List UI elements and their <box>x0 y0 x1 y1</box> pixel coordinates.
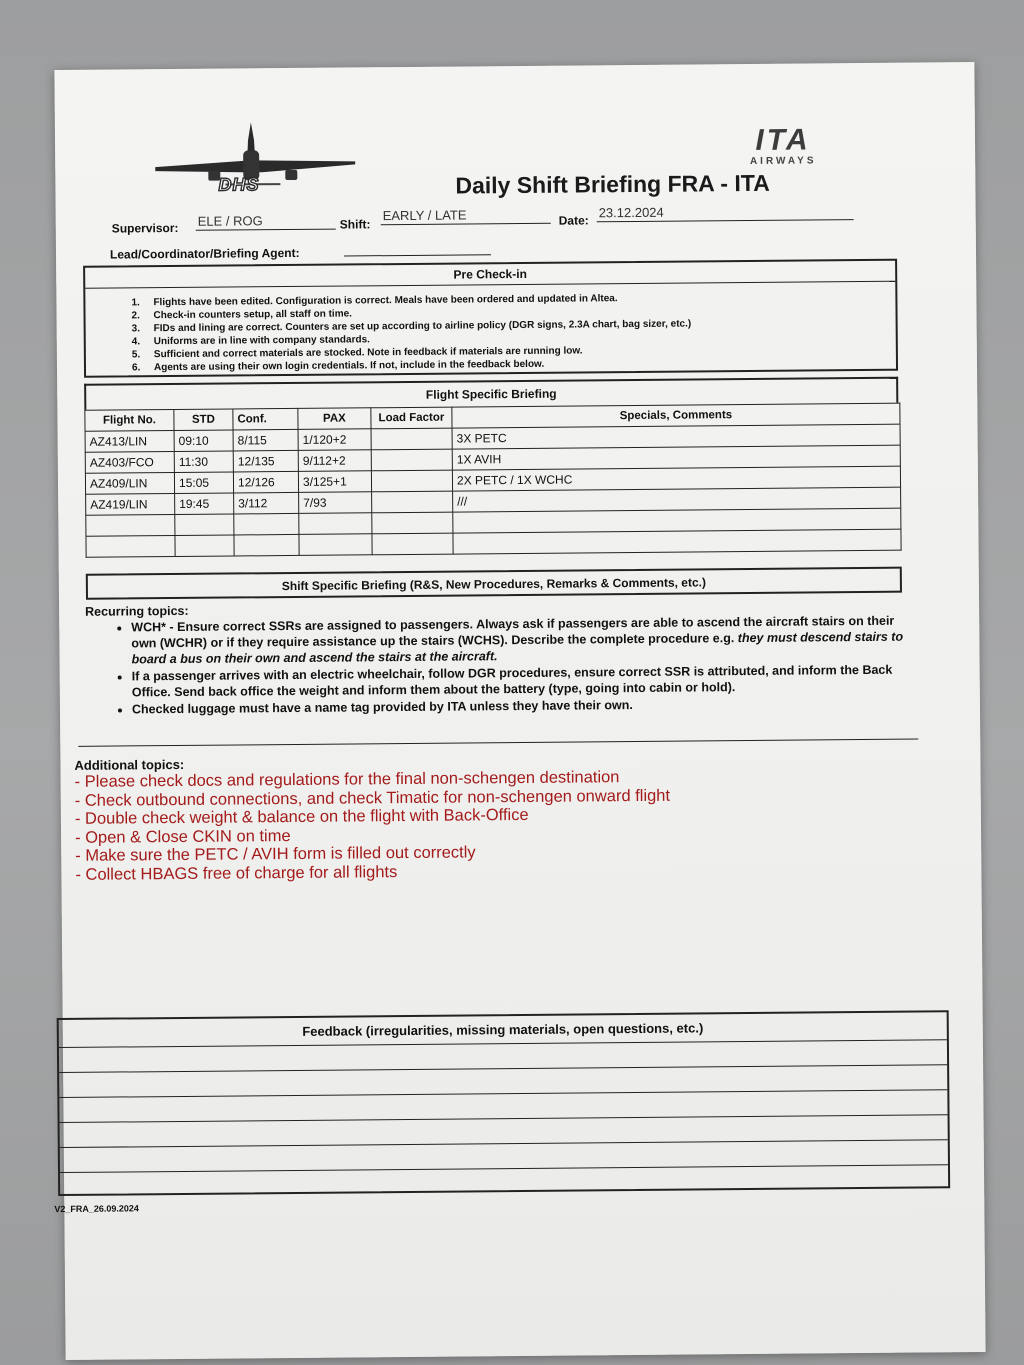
cell-flight: AZ403/FCO <box>85 452 174 474</box>
cell-specials: /// <box>453 487 901 512</box>
feedback-line[interactable] <box>59 1064 947 1073</box>
cell-specials <box>453 529 901 554</box>
shift-label: Shift: <box>339 217 371 232</box>
shift-field[interactable]: EARLY / LATE <box>381 207 551 225</box>
supervisor-field[interactable]: ELE / ROG <box>196 213 336 231</box>
cell-pax <box>299 534 372 556</box>
recurring-topics <box>85 597 916 719</box>
cell-conf: 8/115 <box>233 429 298 451</box>
col-conf: Conf. <box>233 408 298 430</box>
pre-checkin-box <box>83 259 898 378</box>
recurring-title: Recurring topics: <box>85 603 189 619</box>
cell-conf <box>234 534 299 556</box>
cell-std: 11:30 <box>174 451 233 473</box>
ita-logo-mark: ITA <box>755 123 811 157</box>
cell-conf: 12/135 <box>233 450 298 472</box>
cell-std: 09:10 <box>174 430 233 452</box>
feedback-box <box>57 1010 951 1196</box>
col-std: STD <box>174 409 233 431</box>
feedback-heading: Feedback (irregularities, missing materials, open questions, etc.) <box>302 1020 704 1039</box>
cell-specials: 3X PETC <box>452 424 900 449</box>
list-item: 1. Flights have been edited. Configuration is correct. Meals have been ordered and updated in Altea. <box>131 293 618 309</box>
cell-pax: 3/125+1 <box>298 471 371 493</box>
list-item: 3. FIDs and lining are correct. Counters are set up according to airline policy (DGR signs, 2.3A chart, bag sizer, etc.) <box>131 318 692 335</box>
col-flight-no: Flight No. <box>85 410 174 432</box>
supervisor-label: Supervisor: <box>111 220 179 236</box>
ita-airways-logo <box>735 125 831 174</box>
col-pax: PAX <box>298 408 371 430</box>
list-item: • WCH* - Ensure correct SSRs are assigned to passengers. Always ask if passengers are able to ascend the aircraft stairs on their own (WCHR) or if they require assistance up the stairs (WCHS). Describe the complete procedure e.g. they must descend stairs to board a bus on their own and ascend the stairs at the aircraft. <box>131 613 915 668</box>
cell-conf: 3/112 <box>234 492 299 514</box>
cell-load <box>372 533 453 555</box>
pre-checkin-heading: Pre Check-in <box>453 266 527 282</box>
date-field[interactable]: 23.12.2024 <box>597 203 854 222</box>
dhs-logo <box>150 119 361 199</box>
dhs-logo-text: DHS <box>218 174 260 195</box>
flight-briefing-heading: Flight Specific Briefing <box>425 386 557 402</box>
list-item: 6. Agents are using their own login credentials. If not, include in the feedback below. <box>131 358 545 374</box>
additional-item: - Please check docs and regulations for the final non-schengen destination <box>74 768 620 791</box>
cell-conf <box>234 513 299 535</box>
shift-briefing-heading: Shift Specific Briefing (R&S, New Procedures, Remarks & Comments, etc.) <box>281 575 706 594</box>
cell-std: 19:45 <box>175 493 234 515</box>
additional-item: - Collect HBAGS free of charge for all flights <box>75 862 398 884</box>
cell-pax: 9/112+2 <box>298 450 371 472</box>
cell-flight: AZ419/LIN <box>86 494 175 516</box>
col-load-factor: Load Factor <box>371 407 452 429</box>
lead-label: Lead/Coordinator/Briefing Agent: <box>109 245 300 262</box>
pre-checkin-list <box>131 290 896 375</box>
list-item: 5. Sufficient and correct materials are stocked. Note in feedback if materials are running low. <box>131 345 583 361</box>
additional-item: - Check outbound connections, and check Timatic for non-schengen onward flight <box>74 786 671 810</box>
page-title: Daily Shift Briefing FRA - ITA <box>455 169 770 199</box>
cell-pax <box>299 513 372 535</box>
ita-logo-sub: AIRWAYS <box>749 155 817 167</box>
feedback-line[interactable] <box>60 1164 948 1173</box>
list-item: • Checked luggage must have a name tag provided by ITA unless they have their own. <box>132 695 916 718</box>
date-label: Date: <box>558 213 589 228</box>
version-footer: V2_FRA_26.09.2024 <box>54 1203 139 1215</box>
feedback-line[interactable] <box>60 1114 948 1123</box>
cell-flight: AZ409/LIN <box>85 473 174 495</box>
feedback-line[interactable] <box>60 1139 948 1148</box>
cell-specials: 2X PETC / 1X WCHC <box>452 466 900 491</box>
cell-flight: AZ413/LIN <box>85 431 174 453</box>
cell-load <box>371 428 452 450</box>
additional-item: - Open & Close CKIN on time <box>75 826 291 847</box>
feedback-line[interactable] <box>59 1089 947 1098</box>
list-item: • If a passenger arrives with an electric wheelchair, follow DGR procedures, ensure correct SSR is attributed, and inform the Back Office. Send back office the weight and inform them about the battery (type, going into cabin or hold). <box>132 662 916 701</box>
cell-specials: 1X AVIH <box>452 445 900 470</box>
cell-load <box>371 470 452 492</box>
recurring-list <box>85 613 916 718</box>
additional-topics <box>74 751 895 884</box>
list-item: 4. Uniforms are in line with company standards. <box>131 334 370 348</box>
additional-title: Additional topics: <box>74 756 185 773</box>
additional-item: - Double check weight & balance on the flight with Back-Office <box>74 805 529 828</box>
section-divider <box>78 739 918 747</box>
cell-std <box>175 535 234 557</box>
briefing-sheet <box>54 62 985 1360</box>
cell-conf: 12/126 <box>233 471 298 493</box>
cell-flight <box>86 515 175 537</box>
col-specials: Specials, Comments <box>452 403 900 428</box>
flight-table <box>84 403 901 558</box>
cell-pax: 7/93 <box>299 492 372 514</box>
lead-field[interactable] <box>344 238 491 256</box>
shift-briefing-header <box>86 567 902 600</box>
additional-item: - Make sure the PETC / AVIH form is filled out correctly <box>75 843 476 865</box>
cell-load <box>371 449 452 471</box>
cell-std <box>175 514 234 536</box>
cell-pax: 1/120+2 <box>298 429 371 451</box>
cell-std: 15:05 <box>174 472 233 494</box>
cell-load <box>372 512 453 534</box>
list-item: 2. Check-in counters setup, all staff on time. <box>131 308 352 322</box>
cell-flight <box>86 536 175 558</box>
cell-load <box>372 491 453 513</box>
